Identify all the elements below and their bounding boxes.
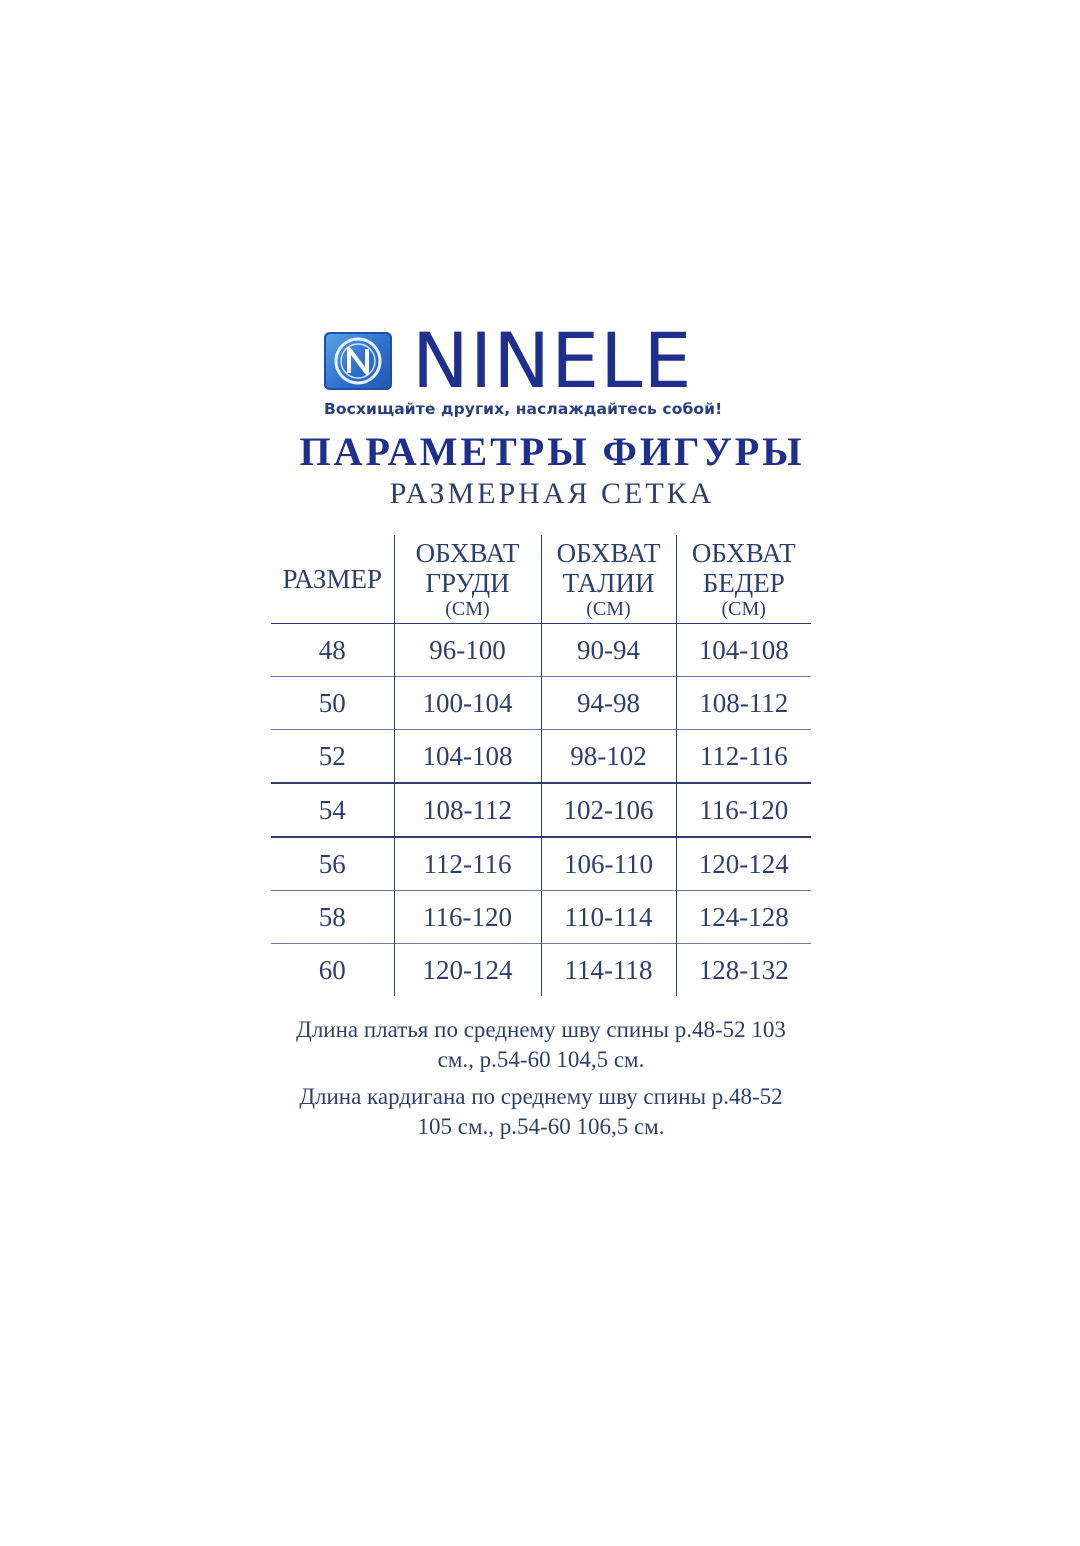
header-chest-line1: ОБХВАТ: [415, 538, 520, 568]
cell-hips: 116-120: [676, 783, 811, 837]
cell-waist: 114-118: [541, 944, 676, 997]
cell-chest: 104-108: [394, 730, 541, 784]
header-hips: [676, 535, 811, 624]
cell-hips: 120-124: [676, 837, 811, 891]
cardigan-length-note-line2: 105 см., р.54-60 106,5 см.: [417, 1114, 665, 1139]
header-hips-line2: БЕДЕР: [702, 568, 785, 598]
cell-chest: 96-100: [394, 624, 541, 677]
header-hips-unit: (СМ): [721, 598, 766, 620]
cell-size: 52: [271, 730, 394, 784]
header-chest-unit: (СМ): [445, 598, 490, 620]
cell-size: 58: [271, 891, 394, 944]
header-waist-unit: (СМ): [586, 598, 631, 620]
table-row: [271, 837, 811, 891]
table-header-row: [271, 535, 811, 624]
header-size: [271, 535, 394, 624]
dress-length-note-line2: см., р.54-60 104,5 см.: [437, 1047, 645, 1072]
table-row: [271, 783, 811, 837]
cell-hips: 104-108: [676, 624, 811, 677]
cell-size: 60: [271, 944, 394, 997]
cell-size: 48: [318, 634, 346, 665]
brand-logo: [322, 316, 782, 425]
n-monogram-emblem-icon: [324, 332, 392, 390]
table-row: [271, 891, 811, 944]
cell-size: 54: [271, 783, 394, 837]
table-row: [271, 624, 811, 677]
cell-waist: 90-94: [541, 624, 676, 677]
page-subtitle: РАЗМЕРНАЯ СЕТКА: [389, 477, 715, 510]
cell-hips: 128-132: [676, 944, 811, 997]
header-chest: [394, 535, 541, 624]
cell-hips: 124-128: [676, 891, 811, 944]
table-row: [271, 730, 811, 784]
cell-size: 50: [271, 677, 394, 730]
page-title: ПАРАМЕТРЫ ФИГУРЫ: [299, 429, 805, 474]
brand-name: NINELE: [412, 316, 693, 405]
header-waist: [541, 535, 676, 624]
cell-waist: 110-114: [541, 891, 676, 944]
cell-waist: 102-106: [541, 783, 676, 837]
cardigan-length-note-line1: Длина кардигана по среднему шву спины р.48-52: [299, 1084, 783, 1109]
cell-chest: 116-120: [394, 891, 541, 944]
size-chart-table: [271, 535, 811, 996]
cell-chest: 112-116: [394, 837, 541, 891]
brand-tagline: Восхищайте других, наслаждайтесь собой!: [324, 400, 723, 418]
table-row: [271, 944, 811, 997]
header-hips-line1: ОБХВАТ: [691, 538, 796, 568]
header-size-label: РАЗМЕР: [282, 564, 382, 594]
cell-waist: 94-98: [541, 677, 676, 730]
dress-length-note-line1: Длина платья по среднему шву спины р.48-52 103: [296, 1017, 786, 1042]
cell-waist: 106-110: [541, 837, 676, 891]
cell-hips: 108-112: [676, 677, 811, 730]
cell-chest: 120-124: [394, 944, 541, 997]
header-waist-line1: ОБХВАТ: [556, 538, 661, 568]
header-waist-line2: ТАЛИИ: [562, 568, 655, 598]
cardigan-length-note: [260, 1082, 822, 1142]
cell-size: 56: [271, 837, 394, 891]
cell-chest: 100-104: [394, 677, 541, 730]
table-row: [271, 677, 811, 730]
dress-length-note: [260, 1015, 822, 1075]
cell-hips: 112-116: [676, 730, 811, 784]
cell-waist: 98-102: [541, 730, 676, 784]
header-chest-line2: ГРУДИ: [425, 568, 510, 598]
cell-chest: 108-112: [394, 783, 541, 837]
